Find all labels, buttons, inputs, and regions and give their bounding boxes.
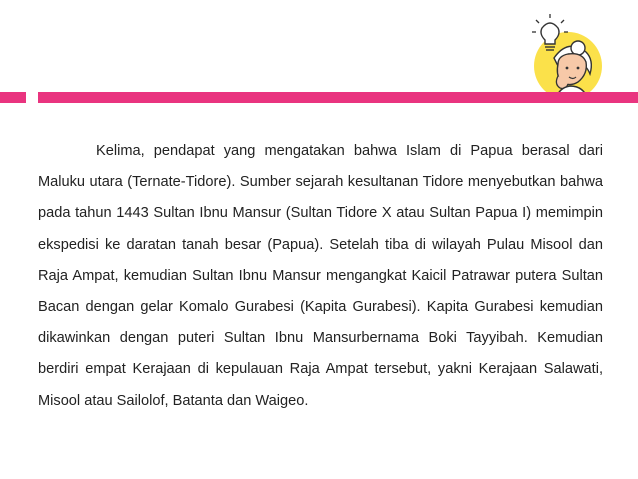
accent-bar-left (0, 92, 26, 103)
accent-bar-right (38, 92, 638, 103)
body-paragraph: Kelima, pendapat yang mengatakan bahwa Islam di Papua berasal dari Maluku utara (Ternate-Tidore). Sumber sejarah kesultanan Tidore menyebutkan bahwa pada tahun 1443 Sultan Ibnu Mansur (Sultan Tidore X atau Sultan Papua I) memimpin ekspedisi ke daratan tanah besar (Papua). Setelah tiba di wilayah Pulau Misool dan Raja Ampat, kemudian Sultan Ibnu Mansur mengangkat Kaicil Patrawar putera Sultan Bacan dengan gelar Komalo Gurabesi (Kapita Gurabesi). Kapita Gurabesi kemudian dikawinkan dengan puteri Sultan Ibnu Mansurbernama Boki Tayyibah. Kemudian berdiri empat Kerajaan di kepulauan Raja Ampat tersebut, yakni Kerajaan Salawati, Misool atau Sailolof, Batanta dan Waigeo. (38, 143, 603, 409)
idea-woman-lightbulb-icon (518, 12, 610, 104)
